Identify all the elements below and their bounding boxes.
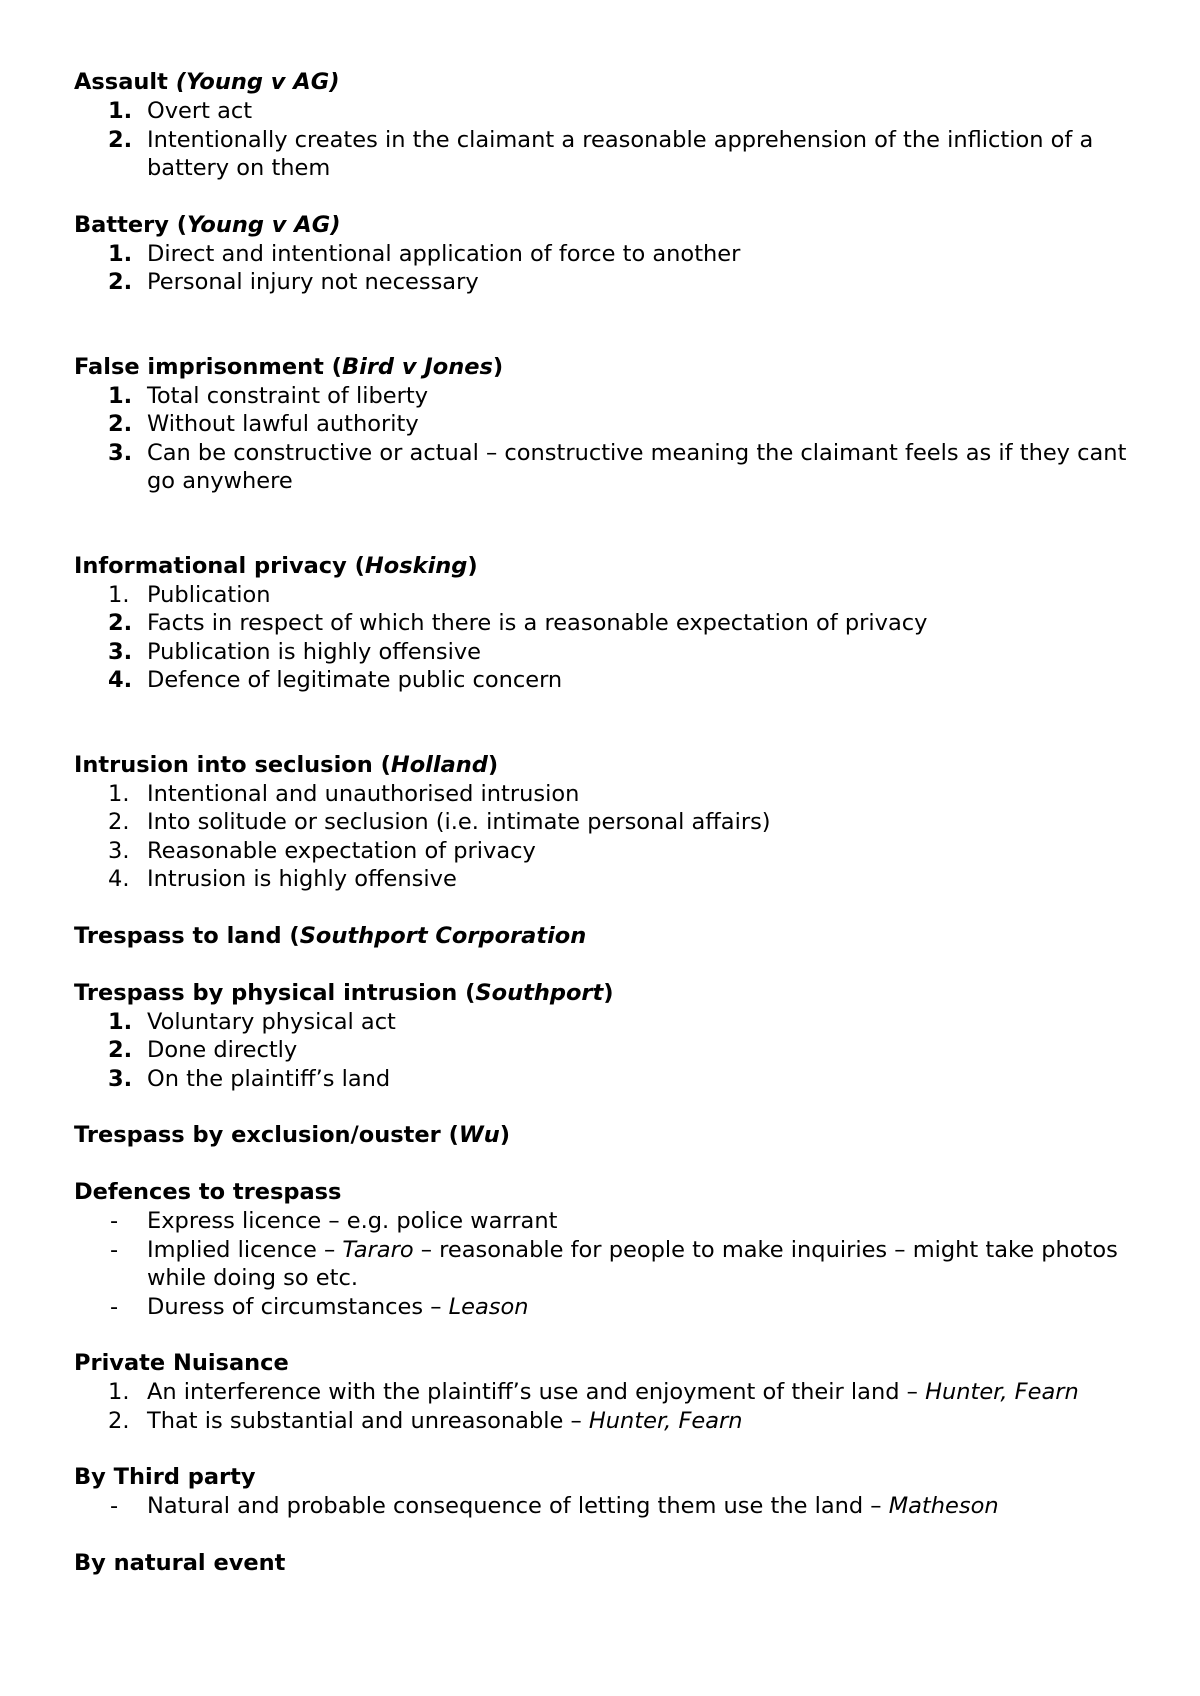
list-item — [74, 1407, 1134, 1436]
list-item — [74, 97, 1134, 126]
list-item — [74, 808, 1134, 837]
heading-close: ) — [467, 552, 478, 579]
list-item — [74, 126, 1134, 183]
list-number: 2. — [108, 809, 130, 835]
list-item — [74, 439, 1134, 496]
list-number: 3. — [108, 439, 133, 466]
list-number: 1. — [108, 382, 133, 409]
heading-defences: Defences to trespass — [74, 1179, 342, 1205]
heading-text: False imprisonment ( — [74, 353, 342, 380]
list-number: 2. — [108, 610, 133, 636]
list-item-text: Intentional and unauthorised intrusion — [147, 780, 580, 807]
heading-trespass-exclusion — [74, 1121, 1134, 1150]
list-item-text: Voluntary physical act — [147, 1008, 396, 1035]
list-item — [74, 1207, 1134, 1236]
section-battery — [74, 211, 1134, 297]
list-item-text: Publication — [147, 581, 271, 608]
list-item — [74, 837, 1134, 866]
heading-assault — [74, 68, 1134, 97]
case-name: Wu — [458, 1122, 500, 1148]
list-number: 1. — [108, 98, 133, 124]
section-third-party — [74, 1463, 1134, 1521]
list-item-text: Personal injury not necessary — [147, 269, 479, 295]
list-number: 4. — [108, 866, 130, 892]
list-item — [74, 1492, 1134, 1521]
heading-informational-privacy — [74, 552, 1134, 581]
defences-list — [74, 1207, 1134, 1321]
case-name: Hunter, Fearn — [588, 1407, 743, 1434]
heading-close: ) — [499, 1122, 511, 1148]
case-name: Bird v Jones — [341, 353, 493, 380]
list-item — [74, 638, 1134, 667]
heading-close: ) — [487, 751, 499, 778]
list-dash: - — [110, 1208, 119, 1234]
list-item-text: On the plaintiff’s land — [147, 1065, 391, 1092]
list-number: 2. — [108, 126, 133, 153]
list-item-text: Into solitude or seclusion (i.e. intimate personal affairs) — [147, 809, 771, 835]
list-number: 2. — [108, 411, 133, 437]
case-name: Southport — [475, 979, 604, 1006]
heading-text: Trespass to land ( — [74, 922, 300, 949]
list-item-text: Overt act — [147, 98, 253, 124]
section-trespass-physical — [74, 979, 1134, 1094]
list-item-text: Direct and intentional application of force to another — [147, 240, 741, 267]
section-trespass-exclusion — [74, 1121, 1134, 1150]
informational-privacy-list — [74, 581, 1134, 695]
list-item-text: Publication is highly offensive — [147, 638, 482, 665]
list-item — [74, 1008, 1134, 1037]
trespass-physical-list — [74, 1008, 1134, 1094]
private-nuisance-list — [74, 1378, 1134, 1435]
list-item-text: Defence of legitimate public concern — [147, 667, 563, 693]
list-item — [74, 240, 1134, 269]
heading-third-party: By Third party — [74, 1464, 256, 1490]
heading-trespass-physical — [74, 979, 1134, 1008]
list-item — [74, 666, 1134, 695]
heading-natural-event: By natural event — [74, 1549, 286, 1576]
list-item — [74, 581, 1134, 610]
section-trespass-land — [74, 922, 1134, 951]
list-item-text: Done directly — [147, 1037, 298, 1063]
heading-text: Trespass by physical intrusion ( — [74, 979, 476, 1006]
list-item-text: Total constraint of liberty — [147, 382, 429, 409]
list-item-text-rest: – reasonable for people to make inquiries – might take photos while doing so etc. — [147, 1236, 1118, 1291]
section-private-nuisance — [74, 1349, 1134, 1435]
case-name: (Young v AG) — [175, 69, 340, 95]
list-number: 1. — [108, 1379, 130, 1405]
list-item — [74, 382, 1134, 411]
list-dash: - — [110, 1493, 119, 1519]
list-number: 3. — [108, 837, 130, 864]
list-item — [74, 1065, 1134, 1094]
list-item-text: Can be constructive or actual – constructive meaning the claimant feels as if they cant go anywhere — [147, 439, 1127, 494]
list-number: 1. — [108, 581, 130, 608]
false-imprisonment-list — [74, 382, 1134, 496]
list-item — [74, 609, 1134, 638]
list-number: 3. — [108, 1065, 133, 1092]
heading-battery — [74, 211, 1134, 240]
list-dash: - — [110, 1236, 119, 1263]
list-item — [74, 1236, 1134, 1293]
heading-text: Informational privacy ( — [74, 552, 365, 579]
list-number: 1. — [108, 780, 130, 807]
section-informational-privacy — [74, 552, 1134, 695]
list-item — [74, 1036, 1134, 1065]
list-item-text: That is substantial and unreasonable – — [147, 1407, 589, 1434]
heading-text: Assault — [74, 69, 176, 95]
case-name: Leason — [448, 1293, 529, 1320]
list-item — [74, 1293, 1134, 1322]
case-name: Tararo — [342, 1236, 414, 1263]
list-item — [74, 268, 1134, 297]
list-number: 2. — [108, 269, 133, 295]
case-name: Holland — [390, 751, 488, 778]
heading-false-imprisonment — [74, 353, 1134, 382]
heading-close: ) — [603, 979, 614, 1006]
list-number: 1. — [108, 240, 133, 267]
list-item — [74, 865, 1134, 894]
list-item — [74, 410, 1134, 439]
list-item-text: Express licence – e.g. police warrant — [147, 1208, 558, 1234]
section-natural-event — [74, 1549, 1134, 1578]
list-item-text: An interference with the plaintiff’s use and enjoyment of their land – — [147, 1379, 926, 1405]
list-item-text: Duress of circumstances – — [147, 1293, 449, 1320]
list-item-text: Without lawful authority — [147, 411, 419, 437]
list-number: 2. — [108, 1407, 130, 1434]
intrusion-list — [74, 780, 1134, 894]
heading-text: Battery ( — [74, 211, 187, 238]
list-item — [74, 1378, 1134, 1407]
document-page — [74, 68, 1134, 1578]
heading-close: ) — [492, 353, 504, 380]
case-name: Young v AG) — [186, 211, 341, 238]
case-name: Matheson — [888, 1493, 999, 1519]
section-assault — [74, 68, 1134, 183]
heading-private-nuisance: Private Nuisance — [74, 1350, 289, 1376]
heading-trespass-land — [74, 922, 1134, 951]
list-dash: - — [110, 1293, 119, 1320]
third-party-list — [74, 1492, 1134, 1521]
list-item-text: Implied licence – — [147, 1236, 343, 1263]
list-item-text: Intentionally creates in the claimant a reasonable apprehension of the infliction of a battery on them — [147, 126, 1094, 181]
list-item — [74, 780, 1134, 809]
heading-text: Trespass by exclusion/ouster ( — [74, 1122, 459, 1148]
section-false-imprisonment — [74, 353, 1134, 496]
heading-intrusion — [74, 751, 1134, 780]
list-number: 4. — [108, 667, 133, 693]
list-number: 2. — [108, 1037, 133, 1063]
battery-list — [74, 240, 1134, 297]
list-number: 1. — [108, 1008, 133, 1035]
section-intrusion — [74, 751, 1134, 894]
list-item-text: Reasonable expectation of privacy — [147, 837, 536, 864]
case-name: Hunter, Fearn — [925, 1379, 1079, 1405]
list-item-text: Facts in respect of which there is a reasonable expectation of privacy — [147, 610, 928, 636]
section-defences — [74, 1178, 1134, 1321]
list-item-text: Natural and probable consequence of letting them use the land – — [147, 1493, 889, 1519]
assault-list — [74, 97, 1134, 183]
list-item-text: Intrusion is highly offensive — [147, 866, 457, 892]
case-name: Southport Corporation — [299, 922, 587, 949]
case-name: Hosking — [364, 552, 468, 579]
heading-text: Intrusion into seclusion ( — [74, 751, 391, 778]
list-number: 3. — [108, 638, 133, 665]
